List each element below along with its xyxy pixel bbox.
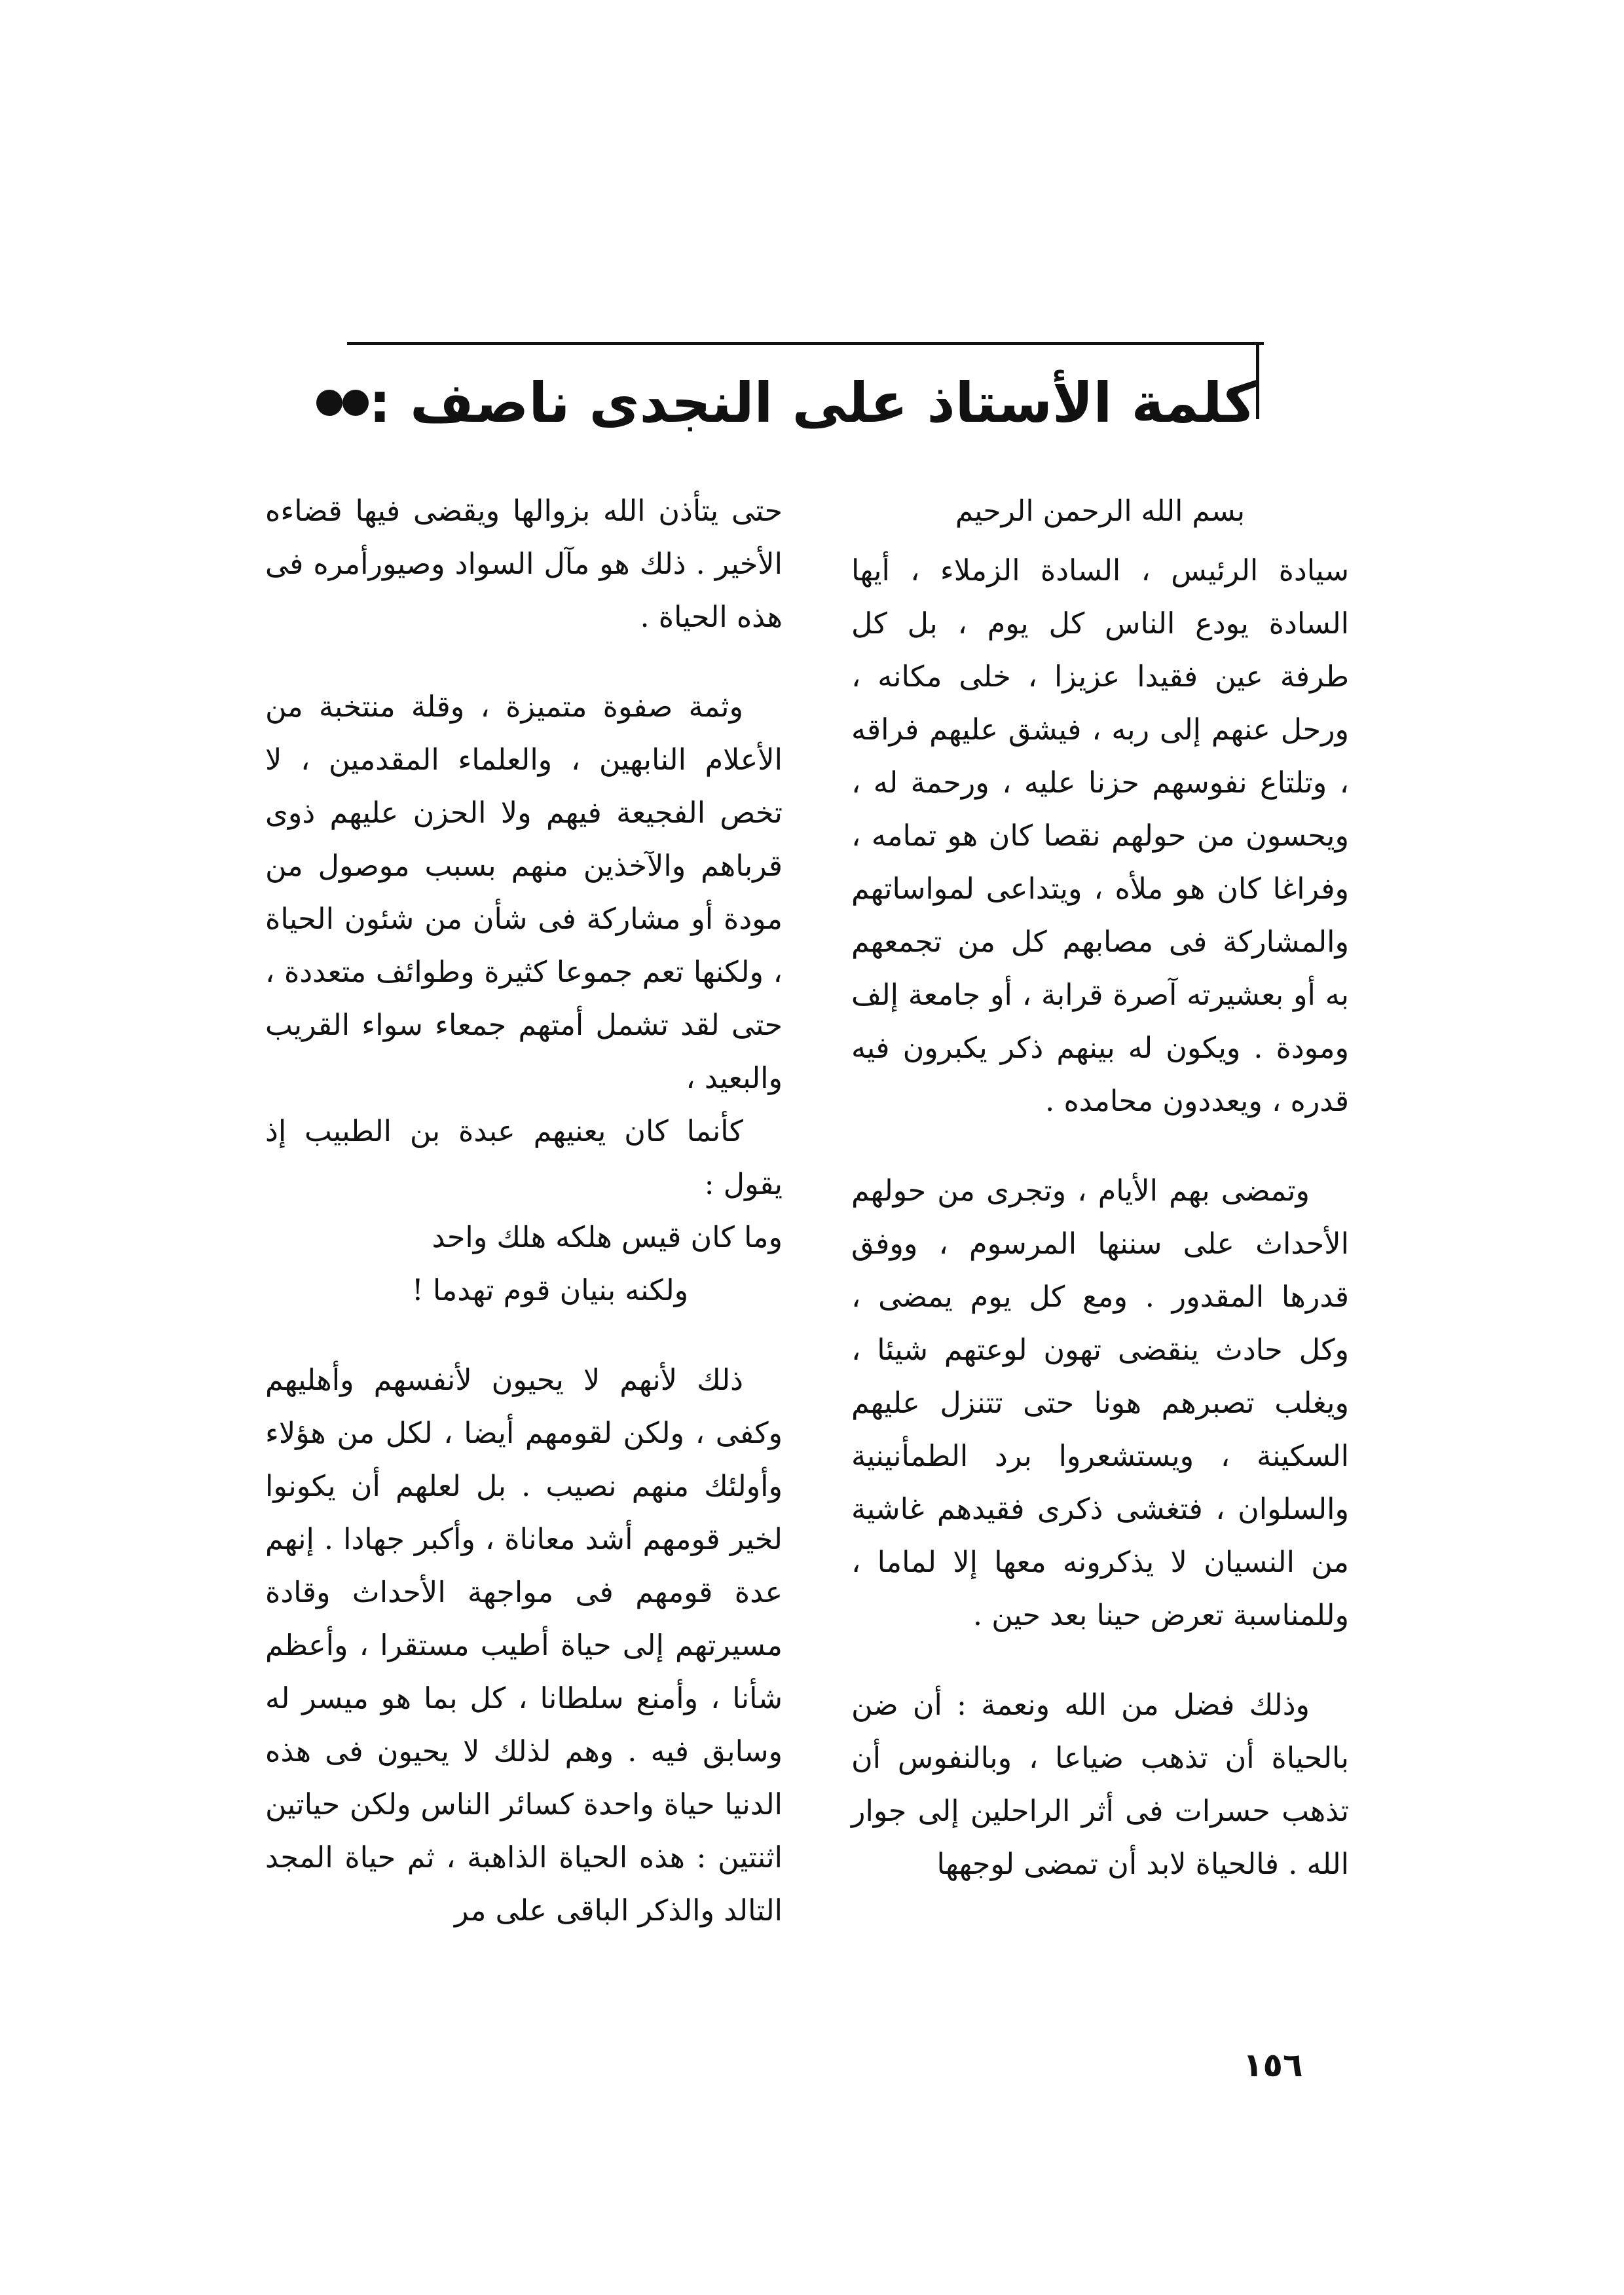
left-text-column	[265, 485, 783, 1937]
paragraph: وتمضى بهم الأيام ، وتجرى من حولهم الأحداث على سننها المرسوم ، ووفق قدرها المقدور . ومع كل يوم يمضى ، وكل حادث ينقضى تهون لوعتهم شيئا ، ويغلب تصبرهم هونا حتى تتنزل عليهم السكينة ، ويستشعروا برد الطمأنينية والسلوان ، فتغشى ذكرى فقيدهم غاشية من النسيان لا يذكرونه معها إلا لماما ، وللمناسبة تعرض حينا بعد حين .	[851, 1174, 1349, 1632]
bullet-dot-icon	[316, 390, 342, 416]
bullet-icon	[316, 390, 369, 416]
basmala: بسم الله الرحمن الرحيم	[955, 494, 1246, 528]
paragraph: كأنما كان يعنيهم عبدة بن الطبيب إذ يقول :	[265, 1115, 783, 1201]
paragraph: وذلك فضل من الله ونعمة : أن ضن بالحياة أن تذهب ضياعا ، وبالنفوس أن تذهب حسرات فى أثر الراحلين إلى جوار الله . فالحياة لابد أن تمضى لوجهها	[851, 1689, 1349, 1881]
verse-line: وما كان قيس هلكه هلك واحد	[432, 1221, 783, 1254]
header-vertical-rule	[1256, 342, 1259, 419]
paragraph: سيادة الرئيس ، السادة الزملاء ، أيها السادة يودع الناس كل يوم ، بل كل طرفة عين فقيدا عزيزا ، خلى مكانه ، ورحل عنهم إلى ربه ، فيشق عليهم فراقه ، وتلتاع نفوسهم حزنا عليه ، ورحمة له ، ويحسون من حولهم نقصا كان هو تمامه ، وفراغا كان هو ملأه ، ويتداعى لمواساتهم والمشاركة فى مصابهم كل من تجمعهم به أو بعشيرته آصرة قرابة ، أو جامعة إلف ومودة . ويكون له بينهم ذكر يكبرون فيه قدره ، ويعددون محامده .	[851, 554, 1349, 1118]
right-text-column	[851, 485, 1349, 1891]
paragraph: وثمة صفوة متميزة ، وقلة منتخبة من الأعلام النابهين ، والعلماء المقدمين ، لا تخص الفجيعة فيهم ولا الحزن عليهم ذوى قرباهم والآخذين منهم بسبب موصول من مودة أو مشاركة فى شأن من شئون الحياة ، ولكنها تعم جموعا كثيرة وطوائف متعددة ، حتى لقد تشمل أمتهم جمعاء سواء القريب والبعيد ،	[265, 690, 783, 1095]
section-heading	[339, 367, 1256, 439]
section-title: كلمة الأستاذ على النجدى ناصف :	[369, 371, 1256, 435]
bullet-dot-icon	[342, 390, 369, 416]
paragraph: ذلك لأنهم لا يحيون لأنفسهم وأهليهم وكفى ، ولكن لقومهم أيضا ، لكل من هؤلاء وأولئك منهم نصيب . بل لعلهم أن يكونوا لخير قومهم أشد معاناة ، وأكبر جهادا . إنهم عدة قومهم فى مواجهة الأحداث وقادة مسيرتهم إلى حياة أطيب مستقرا ، وأعظم شأنا ، وأمنع سلطانا ، كل بما هو ميسر له وسابق فيه . وهم لذلك لا يحيون فى هذه الدنيا حياة واحدة كسائر الناس ولكن حياتين اثنتين : هذه الحياة الذاهبة ، ثم حياة المجد التالد والذكر الباقى على مر	[265, 1364, 783, 1928]
page-number: ١٥٦	[1243, 2046, 1303, 2084]
header-horizontal-rule	[347, 342, 1264, 345]
paragraph: حتى يتأذن الله بزوالها ويقضى فيها قضاءه الأخير . ذلك هو مآل السواد وصيورأمره فى هذه الحياة .	[265, 494, 783, 634]
verse-line: ولكنه بنيان قوم تهدما !	[411, 1274, 689, 1307]
